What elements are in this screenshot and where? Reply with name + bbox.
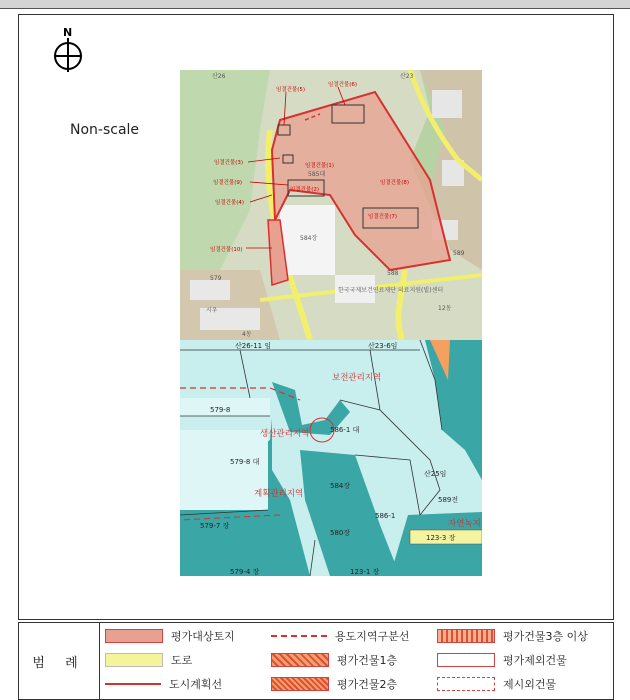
legend-item-zone-line [271, 629, 409, 643]
legend [18, 622, 614, 700]
label-building-5: 임결건물(5) [276, 87, 306, 93]
label-parcel-584: 584장 [300, 235, 318, 242]
label-building-2: 임결건물(2) [290, 187, 320, 193]
label-4dong: 4동 [242, 331, 252, 338]
label-facility: 한국국제보건연료재단 의료지원(빌)센터 [338, 287, 444, 294]
legend-label: 평가대상토지 [171, 630, 235, 643]
road-swatch [105, 653, 163, 667]
cad-label-579: 579-8 [210, 406, 231, 414]
label-building-9: 임결건물(9) [213, 180, 243, 186]
north-label: N [63, 26, 73, 39]
legend-title: 범 례 [19, 623, 100, 699]
cad-label-s2611: 산26-11 임 [235, 342, 272, 350]
label-building-8: 임결건물(8) [380, 180, 410, 186]
label-building-6: 임결건물(6) [328, 82, 358, 88]
zone-label-nature: 자연녹지 [448, 519, 481, 529]
legend-label: 평가건물2층 [337, 678, 398, 691]
unpresented-building-swatch [437, 677, 495, 691]
cad-label-1231: 123-1 장 [350, 568, 380, 576]
legend-label: 평가제외건물 [503, 654, 567, 667]
label-siu: 시우 [206, 307, 218, 314]
label-building-3: 임결건물(3) [214, 160, 244, 166]
label-parcel-589: 589 [453, 250, 465, 257]
building-1f-swatch [271, 653, 329, 667]
label-s26: 산26 [212, 73, 226, 80]
label-building-1: 임결건물(1) [305, 163, 335, 169]
label-building-7: 임결건물(7) [368, 214, 398, 220]
label-12dong: 12동 [438, 305, 452, 312]
label-parcel-585: 585대 [308, 171, 326, 178]
legend-label: 제시외건물 [503, 678, 557, 691]
planning-line-swatch [105, 683, 161, 685]
legend-label: 평가건물3층 이상 [503, 630, 588, 643]
zone-label-production: 생산관리지역 [260, 429, 310, 439]
label-building-4: 임결건물(4) [215, 200, 245, 206]
label-parcel-579: 579 [210, 275, 222, 282]
building-2f-swatch [271, 677, 329, 691]
cadastral-map [180, 340, 482, 576]
label-s23: 산23 [400, 73, 414, 80]
legend-label: 도시계획선 [169, 678, 223, 691]
cad-label-1233: 123-3 장 [426, 534, 456, 542]
top-bar [0, 0, 630, 9]
north-arrow-icon [52, 26, 84, 74]
cad-label-s25: 산25임 [424, 470, 447, 478]
cad-label-5797: 579-7 장 [200, 522, 230, 530]
scale-note: Non-scale [70, 122, 140, 138]
building-3f-swatch [437, 629, 495, 643]
legend-item-planning-line [105, 677, 222, 691]
zone-label-conservation: 보전관리지역 [332, 373, 382, 383]
cad-label-580: 580장 [330, 529, 351, 537]
label-parcel-588: 588 [387, 270, 399, 277]
cad-label-5861: 586-1 대 [330, 426, 360, 434]
cad-label-584: 584장 [330, 482, 351, 490]
legend-label: 용도지역구분선 [335, 630, 410, 643]
legend-item-building-2f [271, 677, 397, 691]
zone-label-planning: 계획관리지역 [254, 489, 304, 499]
cad-label-5861b: 586-1 [375, 512, 396, 520]
cad-label-s236: 산23-6임 [368, 342, 398, 350]
excluded-building-swatch [437, 653, 495, 667]
subject-land-swatch [105, 629, 163, 643]
cad-label-5798: 579-8 대 [230, 458, 260, 466]
label-building-10: 임결건물(10) [210, 247, 243, 253]
legend-item-building-3f [437, 629, 588, 643]
legend-label: 평가건물1층 [337, 654, 398, 667]
legend-item-building-1f [271, 653, 397, 667]
zone-line-swatch [271, 635, 327, 637]
aerial-map [180, 70, 482, 340]
legend-item-unpresented-building [437, 677, 556, 691]
legend-item-road [105, 653, 192, 667]
cad-label-589: 589전 [438, 496, 459, 504]
legend-label: 도로 [171, 654, 193, 667]
legend-item-excluded-building [437, 653, 567, 667]
legend-item-subject-land [105, 629, 235, 643]
cad-label-5794: 579-4 장 [230, 568, 260, 576]
